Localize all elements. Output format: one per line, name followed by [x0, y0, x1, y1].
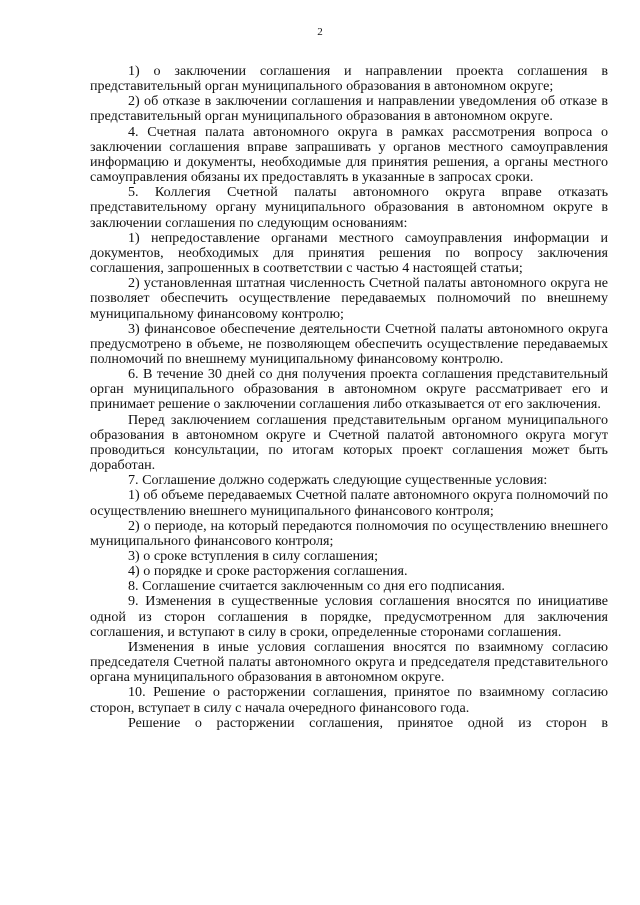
paragraph: 2) установленная штатная численность Счетной палаты автономного округа не позволяет обеспечить осуществление передаваемых полномочий по внешнему муниципальному финансовому контролю; [90, 275, 608, 322]
page-number: 2 [317, 26, 323, 38]
paragraph: 1) об объеме передаваемых Счетной палате автономного округа полномочий по осуществлению внешнего муниципального финансового контроля; [90, 487, 608, 519]
paragraph: 1) о заключении соглашения и направлении проекта соглашения в представительный орган муниципального образования в автономном округе; [90, 63, 608, 95]
paragraph: Решение о расторжении соглашения, принятое одной из сторон в [128, 714, 608, 731]
paragraph: 1) непредоставление органами местного самоуправления информации и документов, необходимых для принятия решения по вопросу заключения соглашения, запрошенных в соответствии с частью 4 настоящей статьи; [90, 229, 608, 277]
paragraph: 4. Счетная палата автономного округа в рамках рассмотрения вопроса о заключении соглашения вправе запрашивать у органов местного самоуправления информацию и документы, необходимые для принятия решения, а органы местного самоуправления обязаны их предоставлять в указанные в запросах сроки. [90, 123, 608, 186]
paragraph: 3) о сроке вступления в силу соглашения; [128, 548, 379, 564]
paragraph: 4) о порядке и сроке расторжения соглашения. [128, 563, 408, 580]
paragraph: 2) о периоде, на который передаются полномочия по осуществлению внешнего муниципального финансового контроля; [90, 517, 608, 549]
paragraph: Изменения в иные условия соглашения вносятся по взаимному согласию председателя Счетной палаты автономного округа и председателя представительного органа муниципального образования в автономном округе. [90, 638, 608, 686]
paragraph: 9. Изменения в существенные условия соглашения вносятся по инициативе одной из сторон соглашения в порядке, предусмотренном для заключения соглашения, и вступают в силу в сроки, определенные сторонами соглашения. [90, 593, 608, 640]
paragraph: Перед заключением соглашения представительным органом муниципального образования в автономном округе и Счетной палатой автономного округа могут проводиться консультации, по итогам которых проект соглашения может быть доработан. [90, 411, 608, 474]
paragraph: 7. Соглашение должно содержать следующие существенные условия: [128, 472, 548, 489]
paragraph: 6. В течение 30 дней со дня получения проекта соглашения представительный орган муниципального образования в автономном округе рассматривает его и принимает решение о заключении соглашения либо отказывается от его заключения. [90, 366, 608, 413]
document-body [90, 64, 608, 731]
paragraph: 5. Коллегия Счетной палаты автономного округа вправе отказать представительному органу муниципального образования в автономном округе в заключении соглашения по следующим основаниям: [90, 184, 608, 231]
paragraph: 8. Соглашение считается заключенным со дня его подписания. [128, 578, 505, 595]
paragraph: 10. Решение о расторжении соглашения, принятое по взаимному согласию сторон, вступает в силу с начала очередного финансового года. [90, 684, 608, 716]
paragraph: 3) финансовое обеспечение деятельности Счетной палаты автономного округа предусмотрено в объеме, не позволяющем обеспечить осуществление передаваемых полномочий по внешнему муниципальному финансовому контролю. [90, 320, 608, 367]
paragraph: 2) об отказе в заключении соглашения и направлении уведомления об отказе в представительный орган муниципального образования в автономном округе. [90, 93, 608, 125]
